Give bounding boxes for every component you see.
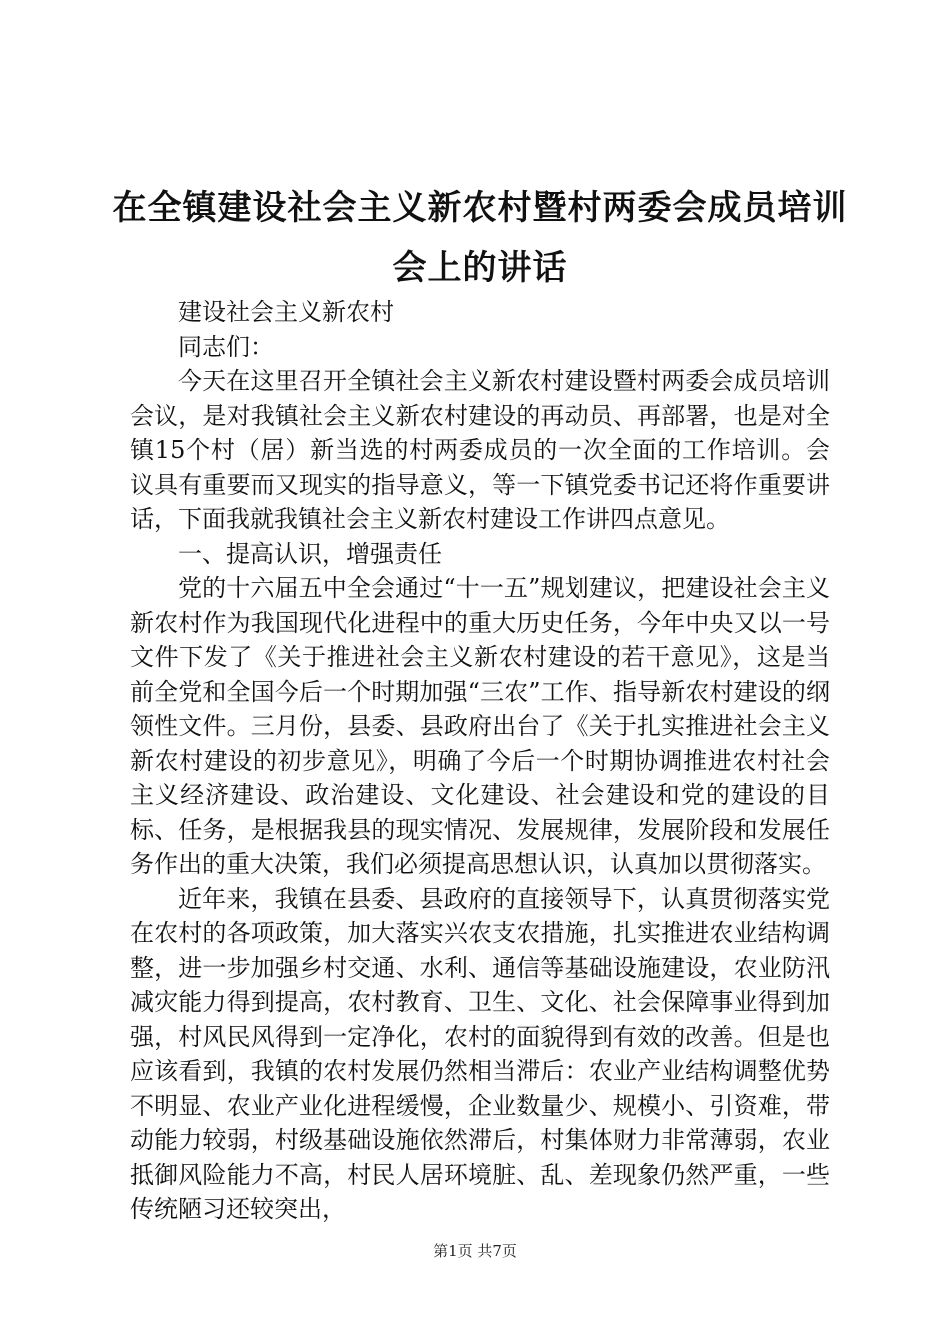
paragraph-body-2: 近年来，我镇在县委、县政府的直接领导下，认真贯彻落实党在农村的各项政策，加大落实兴农支农措施，扎实推进农业结构调整，进一步加强乡村交通、水利、通信等基础设施建设，农业防汛减灾能力得到提高，农村教育、卫生、文化、社会保障事业得到加强，村风民风得到一定净化，农村的面貌得到有效的改善。但是也应该看到，我镇的农村发展仍然相当滞后：农业产业结构调整优势不明显、农业产业化进程缓慢，企业数量少、规模小、引资难，带动能力较弱，村级基础设施依然滞后，村集体财力非常薄弱，农业抵御风险能力不高，村民人居环境脏、乱、差现象仍然严重，一些传统陋习还较突出， (130, 884, 830, 1223)
paragraph-body-1: 党的十六届五中全会通过“十一五”规划建议，把建设社会主义新农村作为我国现代化进程中的重大历史任务，今年中央又以一号文件下发了《关于推进社会主义新农村建设的若干意见》，这是当前全党和全国今后一个时期加强“三农”工作、指导新农村建设的纲领性文件。三月份，县委、县政府出台了《关于扎实推进社会主义新农村建设的初步意见》，明确了今后一个时期协调推进农村社会主义经济建设、政治建设、文化建设、社会建设和党的建设的目标、任务，是根据我县的现实情况、发展规律，发展阶段和发展任务作出的重大决策，我们必须提高思想认识，认真加以贯彻落实。 (130, 574, 830, 878)
page-footer: 第1页 共7页 (433, 1242, 517, 1260)
section-heading-1: 一、提高认识，增强责任 (178, 539, 442, 568)
paragraph-subtitle: 建设社会主义新农村 (178, 298, 394, 326)
document-body (130, 295, 830, 1227)
paragraph-intro: 今天在这里召开全镇社会主义新农村建设暨村两委会成员培训会议，是对我镇社会主义新农村建设的再动员、再部署，也是对全镇15个村（居）新当选的村两委成员的一次全面的工作培训。会议具有重要而又现实的指导意义，等一下镇党委书记还将作重要讲话，下面我就我镇社会主义新农村建设工作讲四点意见。 (130, 367, 830, 533)
paragraph-salutation: 同志们： (178, 332, 274, 361)
document-title: 在全镇建设社会主义新农村暨村两委会成员培训会上的讲话 (112, 188, 848, 288)
